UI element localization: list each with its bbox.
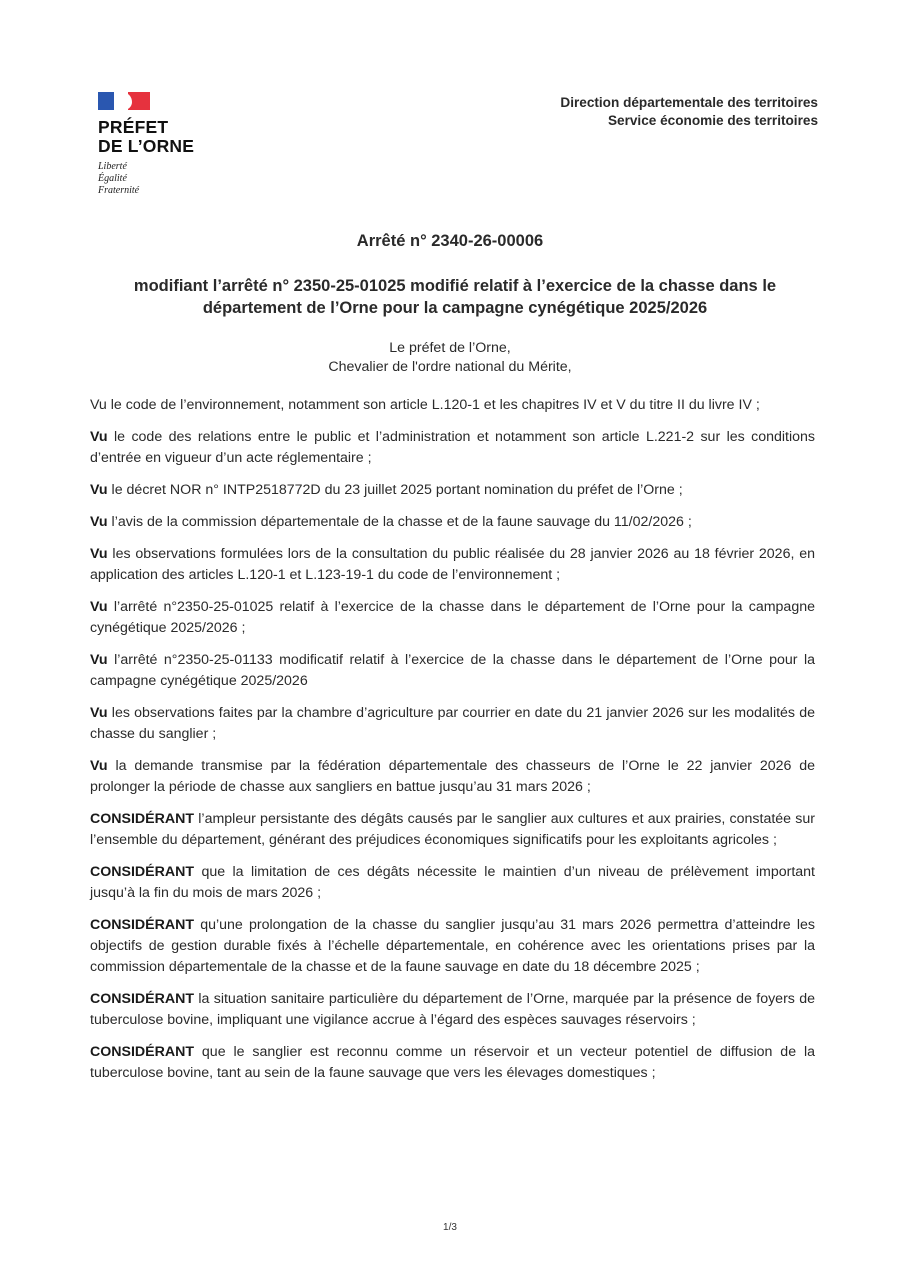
paragraph-lead: Vu [90, 546, 108, 562]
motto-liberte: Liberté [98, 161, 127, 172]
considerant-paragraph [90, 915, 815, 978]
visa-paragraph [90, 650, 815, 692]
paragraph-text: l’arrêté n°2350-25-01025 relatif à l’exercice de la chasse dans le département de l’Orne pour la campagne cynégétique 2025/2026 ; [90, 599, 815, 636]
motto-fraternite: Fraternité [98, 185, 140, 196]
paragraph-lead: Vu [90, 652, 108, 668]
paragraph-lead: Vu [90, 705, 108, 721]
paragraph-lead: CONSIDÉRANT [90, 1044, 195, 1060]
visa-paragraph [90, 512, 815, 533]
prefect-line1: Le préfet de l’Orne, [389, 340, 511, 356]
considerant-paragraph [90, 862, 815, 904]
prefect-line2: Chevalier de l'ordre national du Mérite, [328, 359, 572, 375]
page-indicator: 1/3 [443, 1222, 457, 1233]
paragraph-text: les observations formulées lors de la consultation du public réalisée du 28 janvier 2026 au 18 février 2026, en application des articles L.120-1 et L.123-19-1 du code de l’environnement ; [90, 546, 815, 583]
paragraph-lead: Vu [90, 758, 108, 774]
considerant-paragraph [90, 989, 815, 1031]
paragraph-lead: CONSIDÉRANT [90, 991, 195, 1007]
paragraph-lead: Vu [90, 599, 108, 615]
paragraph-text: le code de l’environnement, notamment son article L.120-1 et les chapitres IV et V du titre II du livre IV ; [106, 397, 760, 413]
paragraph-text: le décret NOR n° INTP2518772D du 23 juillet 2025 portant nomination du préfet de l’Orne ; [107, 482, 683, 498]
service-name: Service économie des territoires [607, 113, 818, 128]
paragraph-text: l’arrêté n°2350-25-01133 modificatif relatif à l’exercice de la chasse dans le département de l’Orne pour la campagne cynégétique 2025/2026 [90, 652, 815, 689]
document-body [90, 395, 815, 1095]
prefect-intro [0, 339, 900, 377]
paragraph-text: les observations faites par la chambre d’agriculture par courrier en date du 21 janvier 2026 sur les modalités de chasse du sanglier ; [90, 705, 815, 742]
paragraph-lead: CONSIDÉRANT [90, 917, 195, 933]
arrete-title [90, 275, 820, 319]
paragraph-lead: Vu [90, 397, 107, 413]
paragraph-lead: CONSIDÉRANT [90, 864, 195, 880]
logo-title [98, 118, 194, 156]
visa-paragraph [90, 395, 815, 416]
visa-paragraph [90, 544, 815, 586]
paragraph-text: que la limitation de ces dégâts nécessite le maintien d’un niveau de prélèvement important jusqu’à la fin du mois de mars 2026 ; [90, 864, 815, 901]
paragraph-text: le code des relations entre le public et l’administration et notamment son article L.221-2 sur les conditions d’entrée en vigueur d’un acte réglementaire ; [90, 429, 815, 466]
prefecture-logo [98, 92, 194, 197]
paragraph-lead: Vu [90, 482, 108, 498]
paragraph-lead: Vu [90, 429, 108, 445]
considerant-paragraph [90, 809, 815, 851]
republic-motto [98, 161, 194, 197]
paragraph-text: qu’une prolongation de la chasse du sanglier jusqu’au 31 mars 2026 permettra d’atteindre les objectifs de gestion durable fixés à l’échelle départementale, en cohérence avec les orientations prises par la commission départementale de la chasse et de la faune sauvage en date du 18 décembre 2025 ; [90, 917, 815, 975]
marianne-flag-icon [98, 92, 150, 112]
paragraph-text: l’ampleur persistante des dégâts causés par le sanglier aux cultures et aux prairies, constatée sur l’ensemble du département, générant des préjudices économiques significatifs pour les exploitants agricoles ; [90, 811, 815, 848]
arrete-title-line1: modifiant l’arrêté n° 2350-25-01025 modifié relatif à l’exercice de la chasse dans le [133, 277, 777, 295]
visa-paragraph [90, 427, 815, 469]
paragraph-text: que le sanglier est reconnu comme un réservoir et un vecteur potentiel de diffusion de la tuberculose bovine, tant au sein de la faune sauvage que vers les élevages domestiques ; [90, 1044, 815, 1081]
visa-paragraph [90, 703, 815, 745]
arrete-number: Arrêté n° 2340-26-00006 [356, 232, 544, 250]
department-name: Direction départementale des territoires [560, 95, 818, 110]
motto-egalite: Égalité [98, 173, 127, 184]
paragraph-text: la situation sanitaire particulière du département de l’Orne, marquée par la présence de foyers de tuberculose bovine, impliquant une vigilance accrue à l’égard des espèces sauvages réservoirs ; [90, 991, 815, 1028]
logo-title-line1: PRÉFET [98, 117, 169, 137]
paragraph-text: l’avis de la commission départementale de la chasse et de la faune sauvage du 11/02/2026 ; [107, 514, 692, 530]
paragraph-text: la demande transmise par la fédération départementale des chasseurs de l’Orne le 22 janvier 2026 de prolonger la période de chasse aux sangliers en battue jusqu’au 31 mars 2026 ; [90, 758, 815, 795]
visa-paragraph [90, 597, 815, 639]
considerant-paragraph [90, 1042, 815, 1084]
visa-paragraph [90, 480, 815, 501]
visa-paragraph [90, 756, 815, 798]
paragraph-lead: Vu [90, 514, 108, 530]
paragraph-lead: CONSIDÉRANT [90, 811, 195, 827]
issuing-department [560, 94, 818, 130]
logo-title-line2: DE L’ORNE [98, 136, 195, 156]
arrete-title-line2: département de l’Orne pour la campagne cynégétique 2025/2026 [202, 299, 708, 317]
